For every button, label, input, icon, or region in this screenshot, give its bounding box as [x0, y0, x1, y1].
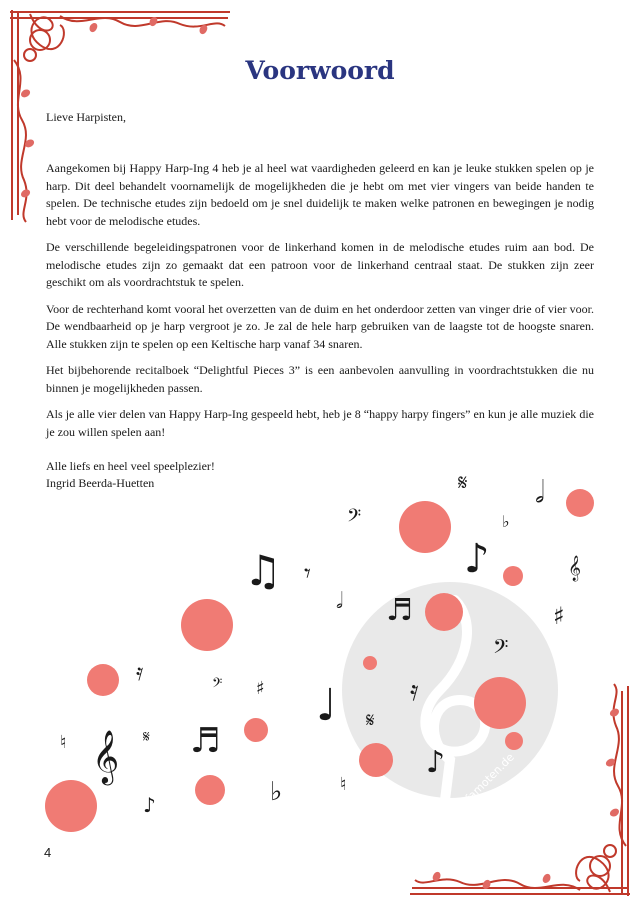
segno-icon: 𝄋 — [366, 708, 375, 732]
sixteenth-rest-icon: 𝄿 — [410, 674, 419, 707]
greeting-text: Lieve Harpisten, — [46, 110, 126, 124]
segno-icon: 𝄋 — [458, 471, 468, 496]
paragraph: Aangekomen bij Happy Harp-Ing 4 heb je al heel wat vaardigheden geleerd en kan je leuke stukken spelen op je harp. Dit deel behandelt voornamelijk de mogelijkheden die je hebt om met vier vingers van beide handen te spelen. De technische etudes zijn bedoeld om je snel duidelijk te maken welke patronen en bewegingen je nodig hebt voor de melodische etudes. — [46, 161, 594, 228]
music-notes-illustration — [0, 460, 640, 906]
eighth-rest-icon: 𝄾 — [304, 559, 311, 589]
sharp-icon: ♯ — [553, 602, 565, 630]
flat-icon: ♭ — [270, 777, 283, 807]
sharp-icon: ♯ — [256, 678, 265, 699]
page-title: Voorwoord — [245, 56, 395, 85]
greeting — [46, 109, 594, 136]
natural-icon: ♮ — [340, 774, 347, 795]
eighth-notes-icon: ♫ — [244, 546, 282, 595]
bass-clef-icon: 𝄢 — [212, 675, 223, 694]
paragraph: Het bijbehorende recitalboek “Delightful Pieces 3” is een aanbevolen aanvulling in voordrachtstukken die nu binnen je mogelijkheden passen. — [46, 363, 594, 395]
sixteenth-rest-icon: 𝄿 — [136, 658, 144, 686]
flat-icon: ♭ — [502, 512, 510, 531]
half-note-icon: 𝅗𝅥 — [336, 589, 343, 614]
half-note-icon: 𝅗𝅥 — [535, 475, 545, 510]
page-number: 4 — [44, 845, 52, 860]
treble-clef-icon: 𝄞 — [568, 556, 582, 581]
signature-name: Ingrid Beerda-Huetten — [46, 476, 155, 490]
watermark-text: alfamoten.de — [455, 750, 517, 812]
paragraph: Voor de rechterhand komt vooral het overzetten van de duim en het onderdoor zetten van vinger drie of vier voor. De wendbaarheid op je harp vergroot je zo. Je zal de hele harp gebruiken van de laagste tot de hoogste snaren. Alle stukken zijn te spelen op een Keltische harp vanaf 34 snaren. — [46, 301, 594, 351]
paragraph: Als je alle vier delen van Happy Harp-Ing gespeeld hebt, heb je 8 “happy harpy fingers” en kun je alle muziek die je zou willen spelen aan! — [46, 407, 594, 439]
closing-line: Alle liefs en heel veel speelplezier! — [46, 459, 215, 473]
bass-clef-icon: 𝄢 — [493, 635, 509, 663]
treble-clef-icon: 𝄞 — [92, 729, 120, 783]
natural-icon: ♮ — [60, 732, 67, 753]
body-text — [46, 160, 594, 450]
eighth-note-icon: ♪ — [143, 793, 156, 817]
bass-clef-icon: 𝄢 — [347, 506, 362, 531]
quarter-note-icon: ♩ — [316, 680, 337, 731]
paragraph: De verschillende begeleidingspatronen voor de linkerhand komen in de melodische etudes ruim aan bod. De melodische etudes zijn zo gemaakt dat een patroon voor de linkerhand centraal staat. De stukken zijn zeer geschikt om als voordrachtstuk te spelen. — [46, 240, 594, 289]
segno-icon: 𝄋 — [143, 727, 150, 746]
eighth-note-icon: ♪ — [426, 745, 446, 780]
sixteenth-notes-icon: ♬ — [190, 721, 221, 761]
sixteenth-notes-icon: ♬ — [386, 593, 413, 628]
eighth-note-icon: ♪ — [464, 536, 490, 582]
